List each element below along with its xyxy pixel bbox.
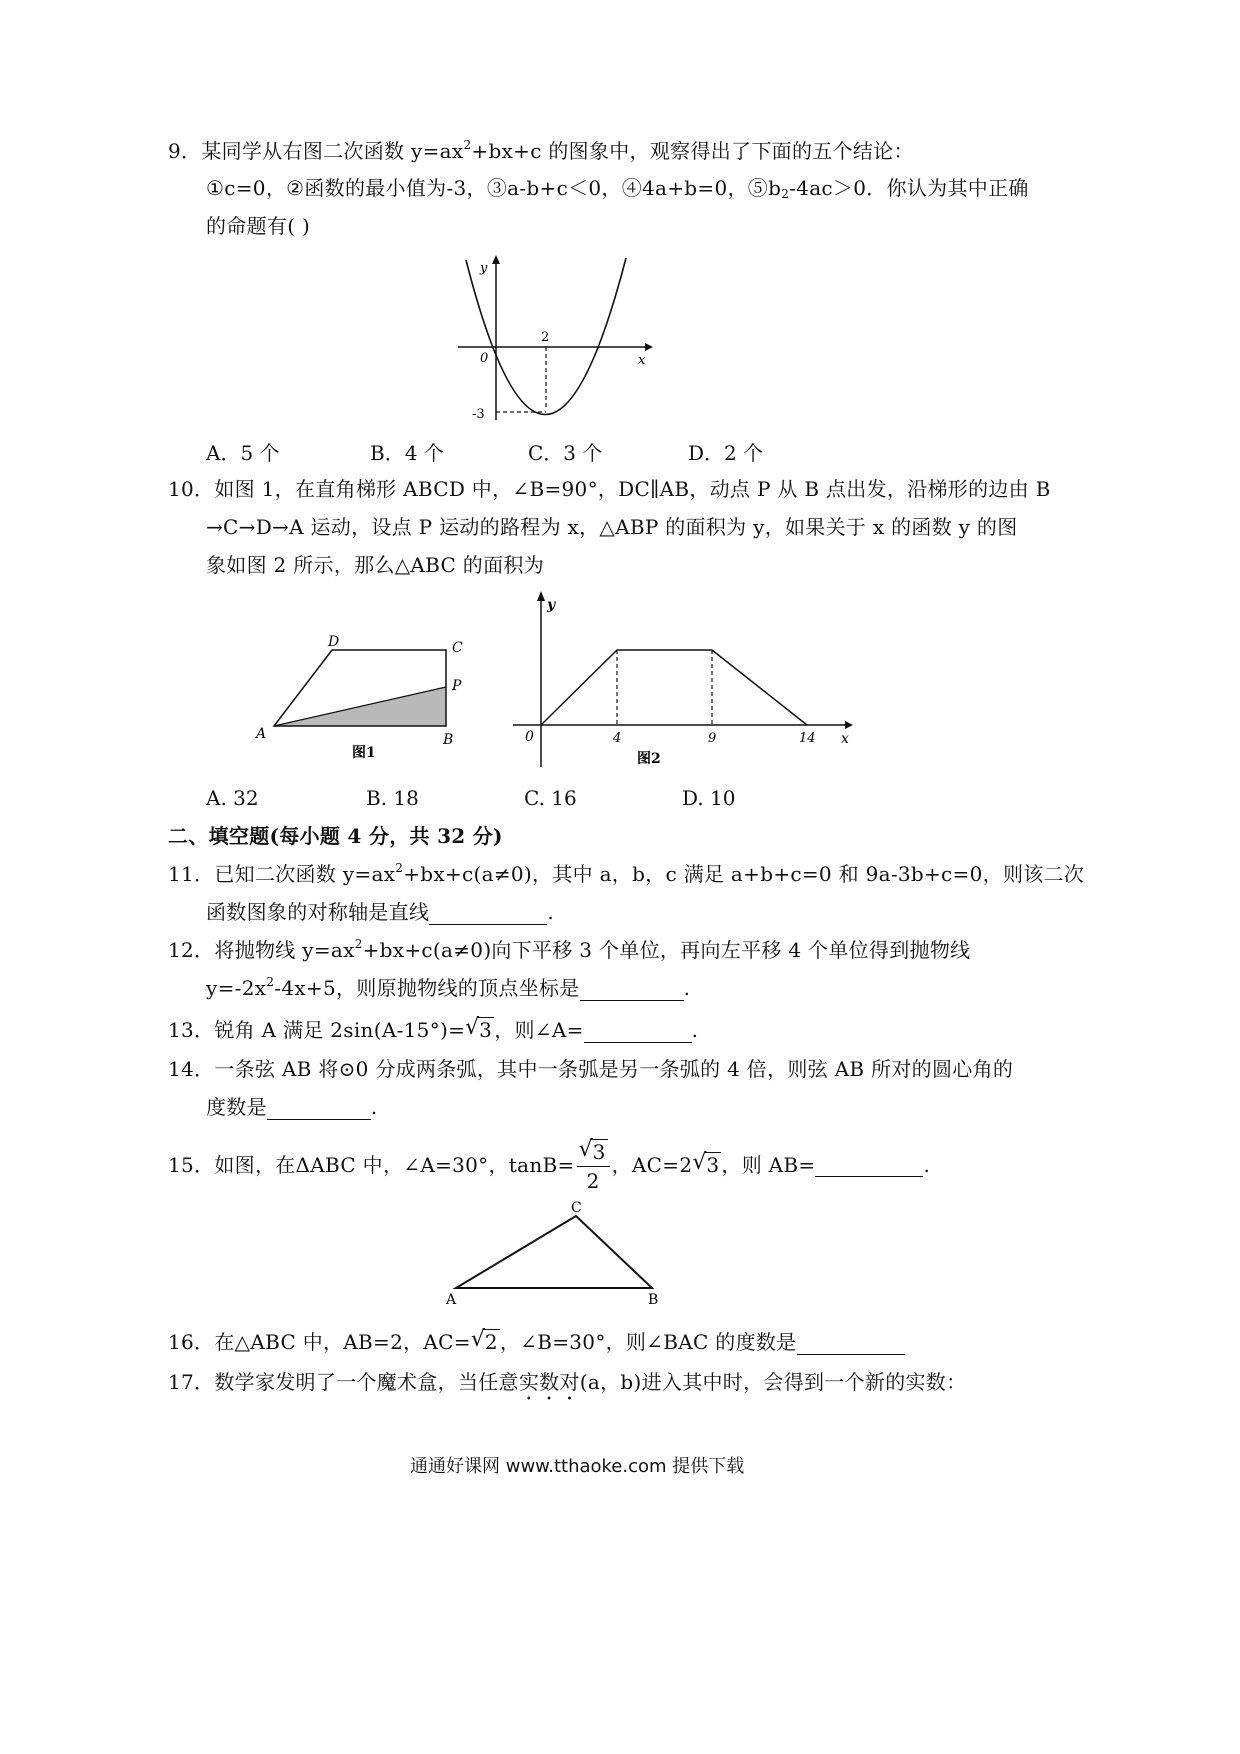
q11-answer-blank[interactable] (429, 904, 547, 925)
q15-text-c: ，则 AB= (721, 1153, 816, 1177)
q10-fig1-label-c: C (452, 640, 463, 656)
q14-line1 (168, 1056, 1013, 1082)
q13-end: . (691, 1018, 699, 1042)
q10-fig1-caption: 图1 (352, 745, 376, 761)
q9-option-a: A．5 个 (206, 441, 280, 465)
q17-text-a: 数学家发明了一个魔术盒，当任意 (214, 1370, 519, 1394)
q10-fig2-caption: 图2 (637, 751, 661, 767)
q9-line2 (206, 175, 1029, 201)
q10-fig2-y-arrow-icon (537, 591, 545, 601)
q14-line1-text: 一条弦 AB 将⊙0 分成两条弧，其中一条弧是另一条弧的 4 倍，则弦 AB 所对的圆心角的 (214, 1057, 1014, 1081)
q15-triangle-figure (440, 1198, 680, 1308)
q10-fig1-label-d: D (328, 634, 340, 650)
q16-line (168, 1329, 905, 1355)
q9-number: 9． (168, 139, 202, 163)
q12-line2 (206, 975, 690, 1001)
section2-title: 二、填空题(每小题 4 分，共 32 分) (168, 824, 503, 848)
q10-option-b: B. 18 (366, 786, 419, 810)
q15-sqrt (692, 1135, 721, 1195)
q15-tan-fraction (577, 1138, 610, 1195)
q9-y-arrow-icon (492, 255, 500, 264)
q15-frac-sqrt (579, 1138, 608, 1166)
q10-line1-text: 如图 1，在直角梯形 ABCD 中，∠B=90°，DC∥AB，动点 P 从 B 点出发，沿梯形的边由 B (214, 477, 1051, 501)
q14-number: 14． (168, 1057, 215, 1081)
q9-stem-b: +bx+c 的图象中，观察得出了下面的五个结论： (471, 139, 914, 163)
q11-number: 11． (168, 862, 215, 886)
q10-fig1-label-b: B (443, 732, 454, 748)
q13-text-b: ，则∠A= (494, 1018, 584, 1042)
q14-line2-end: . (370, 1095, 378, 1119)
q10-fig2-series-line (541, 650, 807, 725)
q12-line2-a: y=-2x (206, 976, 267, 1000)
q13-sqrt-radicand: 3 (479, 1018, 493, 1042)
q12-line1-a: 将抛物线 y=ax (214, 938, 355, 962)
q12-line2-end: . (683, 976, 691, 1000)
q13-answer-blank[interactable] (584, 1022, 692, 1043)
q9-parabola-graph (440, 250, 670, 430)
q15-text-a: 如图，在ΔABC 中，∠A=30°，tanB= (214, 1153, 575, 1177)
q11-line1-sup: 2 (395, 861, 404, 875)
q9-x-tick: 2 (541, 330, 550, 345)
q11-line1 (168, 861, 1084, 887)
q10-fig2-x-arrow-icon (845, 721, 853, 729)
q16-answer-blank[interactable] (797, 1334, 905, 1355)
q15-answer-blank[interactable] (815, 1156, 923, 1177)
q10-fig2-origin-label: 0 (525, 729, 534, 745)
q11-line2-end: . (547, 900, 554, 924)
q16-sqrt (471, 1329, 500, 1355)
q11-line1-b: +bx+c(a≠0)，其中 a，b，c 满足 a+b+c=0 和 9a-3b+c=0，则该二次 (403, 862, 1085, 886)
q10-fig1-label-a: A (256, 726, 267, 742)
q15-triangle (456, 1216, 652, 1288)
q14-line2 (206, 1094, 378, 1120)
q17-emphasis: 实数对 (518, 1370, 580, 1394)
q15-label-c: C (571, 1200, 582, 1216)
q16-text-b: ，∠B=30°，则∠BAC 的度数是 (499, 1330, 797, 1354)
q9-option-c: C．3 个 (528, 441, 603, 465)
q10-option-d: D. 10 (682, 786, 736, 810)
q16-text-a: 在△ABC 中，AB=2，AC= (214, 1330, 471, 1354)
q11-line2 (206, 899, 554, 925)
q13-line (168, 1017, 698, 1043)
q15-number: 15． (168, 1153, 215, 1177)
q13-sqrt (465, 1017, 494, 1043)
q12-line1 (168, 937, 970, 963)
q10-option-c: C. 16 (524, 786, 577, 810)
q9-stem-a: 某同学从右图二次函数 y=ax (201, 139, 464, 163)
q12-number: 12． (168, 938, 215, 962)
q9-y-tick: -3 (472, 407, 485, 422)
q10-fig2-x-label: x (841, 731, 849, 747)
q15-frac-numerator (577, 1138, 610, 1167)
q10-fig2-graph (505, 585, 870, 775)
q15-frac-denominator: 2 (586, 1169, 600, 1193)
q13-number: 13． (168, 1018, 215, 1042)
q16-sqrt-radicand: 2 (484, 1330, 498, 1354)
q12-answer-blank[interactable] (580, 980, 684, 1001)
q9-stem-sup: 2 (463, 138, 472, 152)
q9-option-d: D．2 个 (688, 441, 764, 465)
q14-line2-text: 度数是 (206, 1095, 267, 1119)
q14-answer-blank[interactable] (267, 1099, 371, 1120)
q10-fig1-trapezoid (250, 630, 490, 775)
q9-conclusions-a: ①c=0，②函数的最小值为-3，③a-b+c＜0，④4a+b=0，⑤b (206, 176, 782, 200)
q9-x-label: x (638, 353, 646, 368)
page-footer: 通通好课网 www.tthaoke.com 提供下载 (410, 1456, 745, 1477)
q10-fig2-tick-14: 14 (799, 731, 816, 746)
q13-text-a: 锐角 A 满足 2sin(A-15°)= (214, 1018, 466, 1042)
q11-line1-a: 已知二次函数 y=ax (214, 862, 396, 886)
q9-y-label: y (480, 261, 488, 276)
q15-sqrt-radicand: 3 (706, 1153, 720, 1177)
q10-line2: →C→D→A 运动，设点 P 运动的路程为 x，△ABP 的面积为 y，如果关于 x 的函数 y 的图 (206, 515, 1018, 539)
q9-line1 (168, 138, 914, 164)
q12-line1-sup: 2 (354, 937, 363, 951)
q10-number: 10． (168, 477, 215, 501)
q12-line2-b: -4x+5，则原抛物线的顶点坐标是 (274, 976, 580, 1000)
q15-frac-radicand: 3 (592, 1140, 606, 1164)
q10-fig2-tick-4: 4 (613, 731, 622, 746)
q17-line (168, 1369, 966, 1405)
q9-option-b: B．4 个 (370, 441, 444, 465)
q9-origin-label: 0 (480, 351, 489, 366)
q17-number: 17． (168, 1370, 215, 1394)
q10-line3: 象如图 2 所示，那么△ABC 的面积为 (206, 553, 544, 577)
q10-option-a: A. 32 (206, 786, 259, 810)
q15-text-b: ，AC=2 (611, 1153, 693, 1177)
q10-fig2-y-label: y (547, 597, 556, 613)
q9-x-arrow-icon (645, 343, 653, 351)
q9-conclusions-sub: 2 (781, 187, 790, 201)
q17-text-b: (a，b)进入其中时，会得到一个新的实数： (579, 1370, 967, 1394)
q10-fig1-label-p: P (452, 678, 462, 694)
q9-conclusions-b: -4ac＞0．你认为其中正确 (789, 176, 1029, 200)
q15-end: . (923, 1153, 931, 1177)
q12-line2-sup: 2 (266, 975, 275, 989)
q11-line2-text: 函数图象的对称轴是直线 (206, 900, 430, 924)
q15-line (168, 1135, 930, 1195)
q12-line1-b: +bx+c(a≠0)向下平移 3 个单位，再向左平移 4 个单位得到抛物线 (362, 938, 971, 962)
q10-fig2-tick-9: 9 (708, 731, 717, 746)
q10-line1 (168, 476, 1051, 502)
q15-label-b: B (648, 1292, 659, 1308)
q15-label-a: A (446, 1292, 457, 1308)
q16-number: 16． (168, 1330, 215, 1354)
q9-line3: 的命题有( ) (206, 214, 311, 238)
